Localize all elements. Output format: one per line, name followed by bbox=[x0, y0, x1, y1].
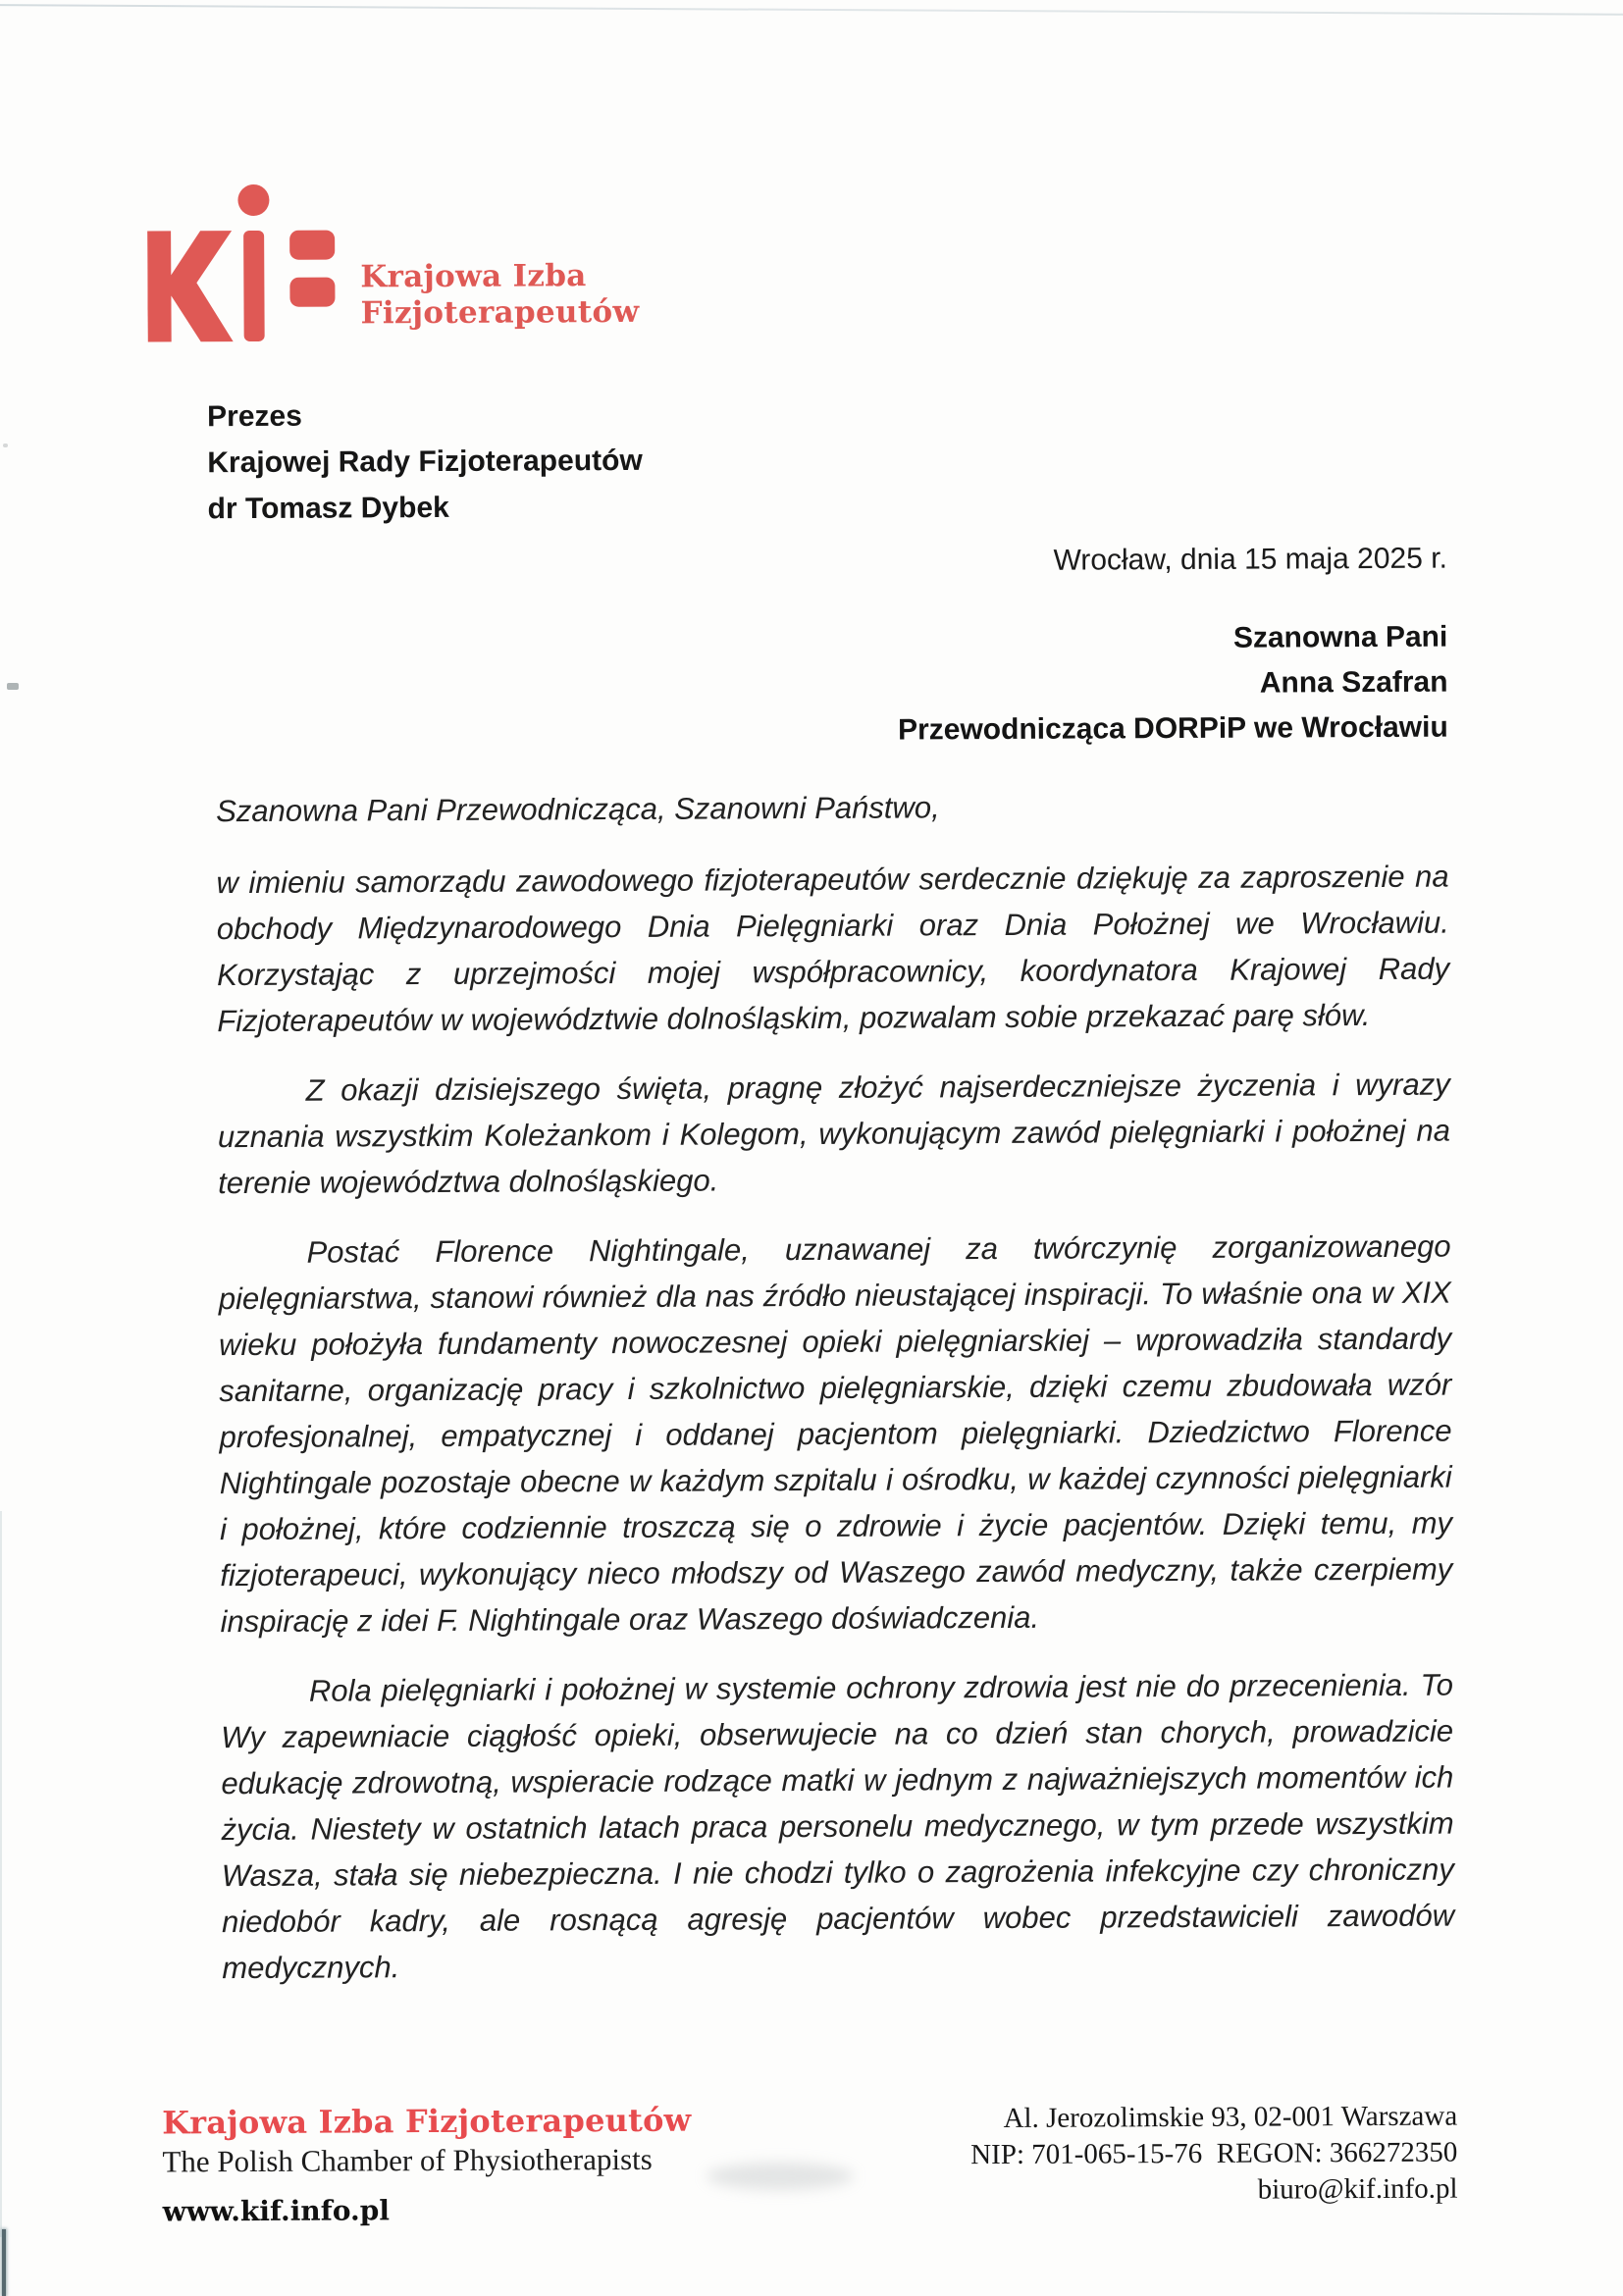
footer-contact-block bbox=[970, 2099, 1458, 2211]
salutation: Szanowna Pani Przewodnicząca, Szanowni Państwo, bbox=[216, 790, 940, 829]
footer-organization-block bbox=[162, 2101, 692, 2228]
footer-registration: NIP: 701-065-15-76 REGON: 366272350 bbox=[970, 2136, 1458, 2171]
kif-logo bbox=[147, 183, 344, 346]
body-paragraph-4: Rola pielęgniarki i położnej w systemie ochrony zdrowia jest nie do przecenienia. To Wy zapewniacie ciągłość opieki, obserwujecie na co dzień stan chorych, prowadzicie edukację zdrowotną, wspieracie rodzące matki w jednym z najważniejszych momentów ich życia. Niestety w ostatnich latach praca personelu medycznego, w tym przede wszystkim Wasza, stała się niebezpieczna. I nie chodzi tylko o zagrożenia infekcyjne czy chroniczny niedobór kadry, ale rosnącą agresję pacjentów wobec przedstawicieli zawodów medycznych. bbox=[221, 1667, 1455, 1986]
recipient-name: Anna Szafran bbox=[1259, 665, 1448, 700]
body-paragraph-3: Postać Florence Nightingale, uznawanej za twórczynię zorganizowanego pielęgniarstwa, stanowi również dla nas źródło nieustającej inspiracji. To właśnie ona w XIX wieku położyła fundamenty nowoczesnej opieki pielęgniarskiej – wprowadziła standardy sanitarne, organizację pracy i szkolnictwo pielęgniarskie, dzięki czemu zbudowała wzór profesjonalnej, empatycznej i oddanej pacjentom pielęgniarki. Dziedzictwo Florence Nightingale pozostaje obecne w każdym szpitalu i ośrodku, w każdej czynności pielęgniarki i położnej, które codziennie troszczą się o zdrowie i życie pacjentów. Dzięki temu, my fizjoterapeuci, wykonujący nieco młodszy od Waszego zawód medyczny, także czerpiemy inspirację z idei F. Nightingale oraz Waszego doświadczenia. bbox=[218, 1228, 1453, 1640]
logo-equals-bottom-bar bbox=[289, 278, 335, 307]
footer-email: biuro@kif.info.pl bbox=[1257, 2172, 1458, 2206]
kif-logo-icon bbox=[147, 183, 344, 346]
sender-block bbox=[207, 391, 643, 532]
recipient-title: Przewodnicząca DORPiP we Wrocławiu bbox=[897, 710, 1448, 747]
logo-wordmark-line1: Krajowa Izba bbox=[360, 258, 587, 295]
sender-title: Prezes bbox=[207, 399, 302, 434]
logo-letter-i-dot bbox=[237, 184, 269, 216]
footer-website: www.kif.info.pl bbox=[162, 2194, 391, 2228]
place-and-date: Wrocław, dnia 15 maja 2025 r. bbox=[1053, 542, 1447, 577]
logo-wordmark bbox=[360, 258, 639, 332]
logo-letter-i-stem bbox=[243, 231, 265, 341]
logo-wordmark-line2: Fizjoterapeutów bbox=[360, 293, 640, 332]
recipient-honorific: Szanowna Pani bbox=[1232, 620, 1448, 654]
letter-body bbox=[216, 782, 1455, 2015]
sender-name: dr Tomasz Dybek bbox=[207, 491, 449, 526]
footer-org-name-pl: Krajowa Izba Fizjoterapeutów bbox=[162, 2101, 692, 2142]
body-paragraph-2: Z okazji dzisiejszego święta, pragnę złożyć najserdeczniejsze życzenia i wyrazy uznania wszystkim Koleżankom i Kolegom, wykonującym zawód pielęgniarki i położnej na terenie województwa dolnośląskiego. bbox=[217, 1067, 1451, 1201]
body-paragraph-1: w imieniu samorządu zawodowego fizjoterapeutów serdecznie dziękuję za zaproszenie na obchody Międzynarodowego Dnia Pielęgniarki oraz Dnia Położnej we Wrocławiu. Korzystając z uprzejmości mojej współpracownicy, koordynatora Krajowej Rady Fizjoterapeutów w województwie dolnośląskim, pozwalam sobie przekazać parę słów. bbox=[216, 859, 1450, 1039]
footer-address: Al. Jerozolimskie 93, 02-001 Warszawa bbox=[1003, 2100, 1458, 2134]
logo-letter-k bbox=[147, 231, 234, 341]
logo-equals-top-bar bbox=[289, 231, 335, 260]
recipient-block bbox=[897, 615, 1447, 754]
footer-org-name-en: The Polish Chamber of Physiotherapists bbox=[162, 2141, 653, 2179]
sender-organization: Krajowej Rady Fizjoterapeutów bbox=[207, 444, 643, 480]
